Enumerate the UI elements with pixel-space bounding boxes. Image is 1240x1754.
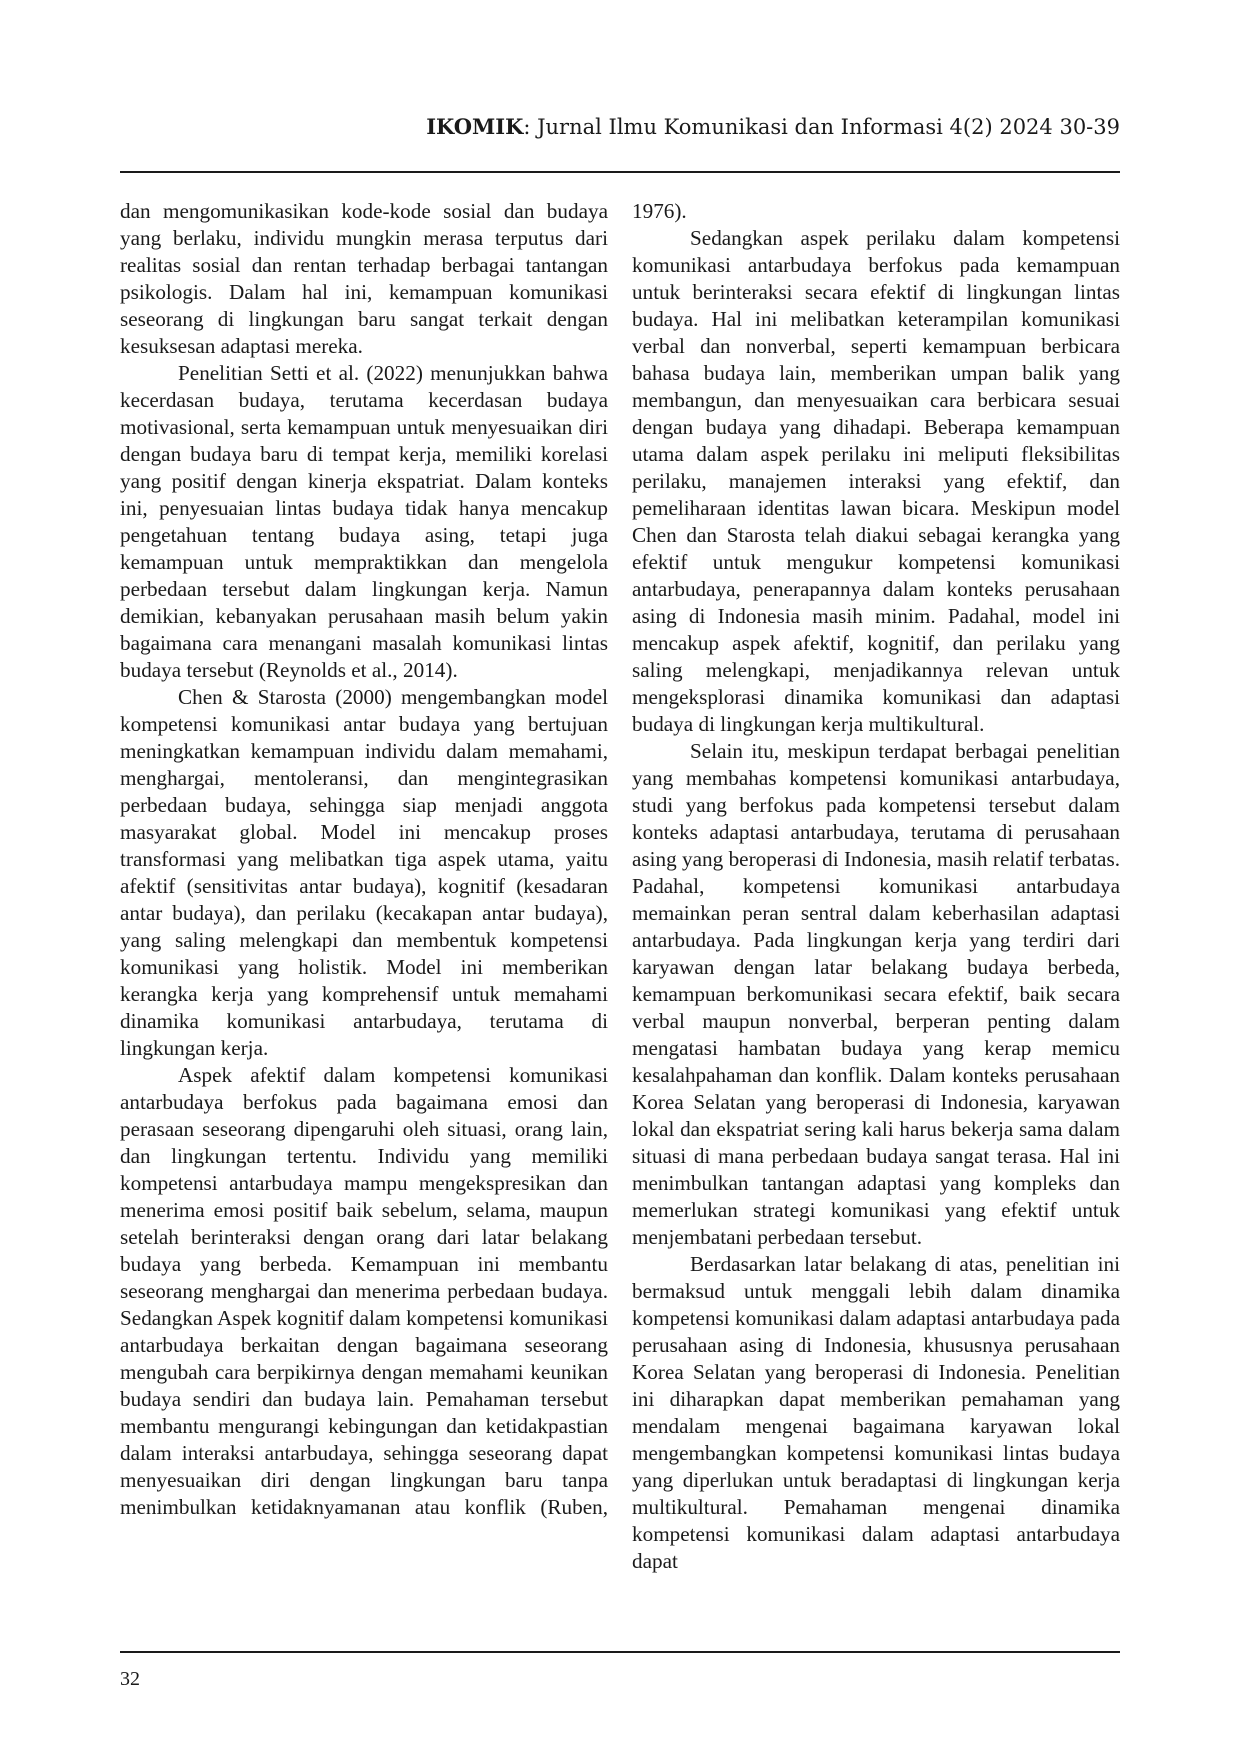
paragraph: dan mengomunikasikan kode-kode sosial dan budaya yang berlaku, individu mungkin merasa terputus dari realitas sosial dan rentan terhadap berbagai tantangan psikologis. Dalam hal ini, kemampuan komunikasi seseorang di lingkungan baru sangat terkait dengan kesuksesan adaptasi mereka. <box>120 199 608 358</box>
page-number: 32 <box>120 1668 140 1690</box>
paragraph: Sedangkan aspek perilaku dalam kompetensi komunikasi antarbudaya berfokus pada kemampuan untuk berinteraksi secara efektif di lingkungan lintas budaya. Hal ini melibatkan keterampilan komunikasi verbal dan nonverbal, seperti kemampuan berbicara bahasa budaya lain, memberikan umpan balik yang membangun, dan menyesuaikan cara berbicara sesuai dengan budaya yang dihadapi. Beberapa kemampuan utama dalam aspek perilaku ini meliputi fleksibilitas perilaku, manajemen interaksi yang efektif, dan pemeliharaan identitas lawan bicara. Meskipun model Chen dan Starosta telah diakui sebagai kerangka yang efektif untuk mengukur kompetensi komunikasi antarbudaya, penerapannya dalam konteks perusahaan asing di Indonesia masih minim. Padahal, model ini mencakup aspek afektif, kognitif, dan perilaku yang saling melengkapi, menjadikannya relevan untuk mengeksplorasi dinamika komunikasi dan adaptasi budaya di lingkungan kerja multikultural. <box>632 226 1120 736</box>
right-column <box>632 198 1120 1575</box>
paragraph: Aspek afektif dalam kompetensi komunikasi antarbudaya berfokus pada bagaimana emosi dan perasaan seseorang dipengaruhi oleh situasi, orang lain, dan lingkungan tertentu. Individu yang memiliki kompetensi antarbudaya mampu mengekspresikan dan menerima emosi positif baik sebelum, selama, maupun setelah berinteraksi dengan orang dari latar belakang budaya yang berbeda. Kemampuan ini membantu seseorang menghargai dan menerima perbedaan budaya. Sedangkan Aspek kognitif dalam kompetensi komunikasi antarbudaya berkaitan dengan bagaimana seseorang mengubah cara berpikirnya dengan memahami keunikan budaya sendiri dan budaya lain. Pemahaman tersebut membantu mengurangi kebingungan dan ketidakpastian dalam interaksi antarbudaya, sehingga seseorang dapat menyesuaikan diri dengan lingkungan baru tanpa menimbulkan ketidaknyamanan atau konflik (Ruben, <box>120 1063 608 1519</box>
paragraph: 1976). <box>632 199 687 223</box>
paragraph: Chen & Starosta (2000) mengembangkan model kompetensi komunikasi antar budaya yang bertujuan meningkatkan kemampuan individu dalam memahami, menghargai, mentoleransi, dan mengintegrasikan perbedaan budaya, sehingga siap menjadi anggota masyarakat global. Model ini mencakup proses transformasi yang melibatkan tiga aspek utama, yaitu afektif (sensitivitas antar budaya), kognitif (kesadaran antar budaya), dan perilaku (kecakapan antar budaya), yang saling melengkapi dan membentuk kompetensi komunikasi yang holistik. Model ini memberikan kerangka kerja yang komprehensif untuk memahami dinamika komunikasi antarbudaya, terutama di lingkungan kerja. <box>120 685 608 1060</box>
paragraph: Berdasarkan latar belakang di atas, penelitian ini bermaksud untuk menggali lebih dalam dinamika kompetensi komunikasi dalam adaptasi antarbudaya pada perusahaan asing di Indonesia, khususnya perusahaan Korea Selatan yang beroperasi di Indonesia. Penelitian ini diharapkan dapat memberikan pemahaman yang mendalam mengenai bagaimana karyawan lokal mengembangkan kompetensi komunikasi lintas budaya yang diperlukan untuk beradaptasi di lingkungan kerja multikultural. Pemahaman mengenai dinamika kompetensi komunikasi dalam adaptasi antarbudaya dapat <box>632 1252 1120 1573</box>
running-header <box>120 113 1120 141</box>
journal-name: IKOMIK <box>426 114 524 139</box>
journal-citation: : Jurnal Ilmu Komunikasi dan Informasi 4(2) 2024 30-39 <box>523 115 1120 139</box>
paragraph: Selain itu, meskipun terdapat berbagai penelitian yang membahas kompetensi komunikasi antarbudaya, studi yang berfokus pada kompetensi tersebut dalam konteks adaptasi antarbudaya, terutama di perusahaan asing yang beroperasi di Indonesia, masih relatif terbatas. Padahal, kompetensi komunikasi antarbudaya memainkan peran sentral dalam keberhasilan adaptasi antarbudaya. Pada lingkungan kerja yang terdiri dari karyawan dengan latar belakang budaya berbeda, kemampuan berkomunikasi secara efektif, baik secara verbal maupun nonverbal, berperan penting dalam mengatasi hambatan budaya yang kerap memicu kesalahpahaman dan konflik. Dalam konteks perusahaan Korea Selatan yang beroperasi di Indonesia, karyawan lokal dan ekspatriat sering kali harus bekerja sama dalam situasi di mana perbedaan budaya sangat terasa. Hal ini menimbulkan tantangan adaptasi yang kompleks dan memerlukan strategi komunikasi yang efektif untuk menjembatani perbedaan tersebut. <box>632 739 1120 1249</box>
header-rule <box>120 171 1120 173</box>
footer-rule <box>120 1651 1120 1653</box>
left-column <box>120 198 608 1521</box>
paragraph: Penelitian Setti et al. (2022) menunjukkan bahwa kecerdasan budaya, terutama kecerdasan budaya motivasional, serta kemampuan untuk menyesuaikan diri dengan budaya baru di tempat kerja, memiliki korelasi yang positif dengan kinerja ekspatriat. Dalam konteks ini, penyesuaian lintas budaya tidak hanya mencakup pengetahuan tentang budaya asing, tetapi juga kemampuan untuk mempraktikkan dan mengelola perbedaan tersebut dalam lingkungan kerja. Namun demikian, kebanyakan perusahaan masih belum yakin bagaimana cara menangani masalah komunikasi lintas budaya tersebut (Reynolds et al., 2014). <box>120 361 608 682</box>
